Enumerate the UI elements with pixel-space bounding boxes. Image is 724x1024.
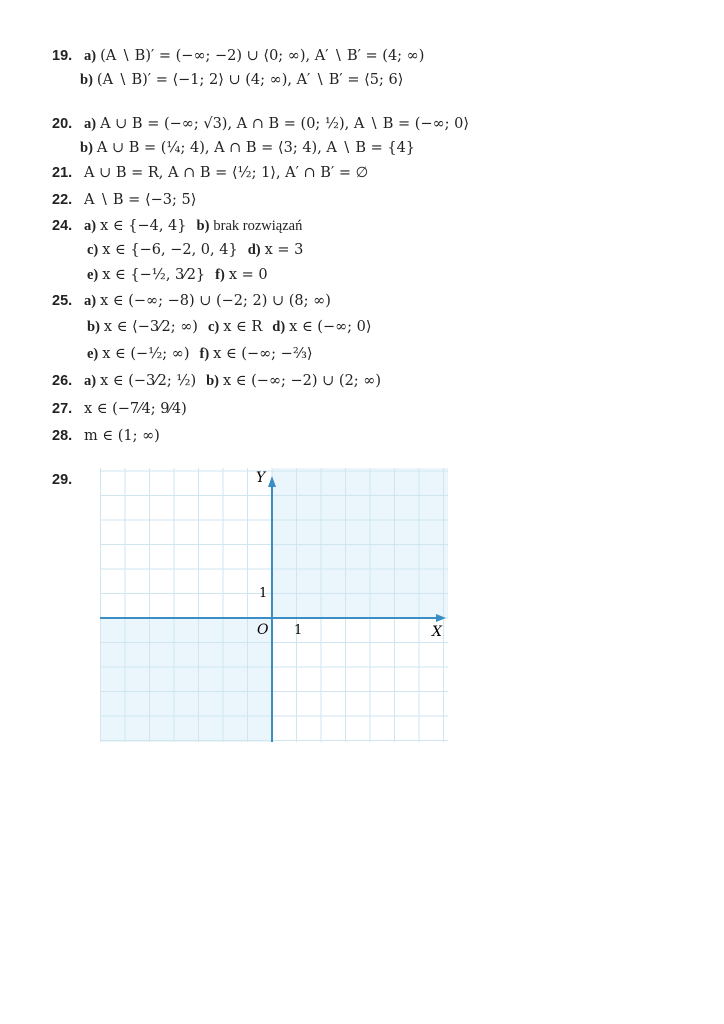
shade-quadrant-3 [100,618,272,742]
part-label: a) [84,218,97,234]
x-axis-label: X [432,624,442,640]
exercise-number: 21. [52,165,73,181]
answer-text: x ∈ (−∞; −8) ∪ (−2; 2) ∪ (8; ∞) [100,293,331,309]
shaded-quadrants [100,468,448,742]
answer-text: x ∈ R [223,319,263,335]
answer-text: (A ∖ B)′ = ⟨−1; 2⟩ ∪ (4; ∞), A′ ∖ B′ = ⟨5; 6⟩ [96,72,404,88]
part-label: f) [199,346,210,362]
origin-label: O [257,622,269,638]
answer-text: x = 3 [264,242,304,258]
answer-text: A ∪ B = (¼; 4), A ∩ B = ⟨3; 4), A ∖ B = {4} [96,140,416,156]
exercise-number: 22. [52,192,73,208]
answer-text: A ∪ B = R, A ∩ B = ⟨½; 1⟩, A′ ∩ B′ = ∅ [84,165,369,181]
answer-text: A ∖ B = ⟨−3; 5⟩ [84,192,197,208]
answer-text: x ∈ (−∞; −⅔⟩ [213,346,313,362]
y-axis-label: Y [256,470,266,486]
part-label: d) [272,319,286,335]
y-unit-label: 1 [259,586,268,601]
part-label: b) [80,72,93,88]
part-label: a) [84,293,97,309]
answer-text: x ∈ (−∞; 0⟩ [289,319,372,335]
answer-text: x ∈ (−7⁄4; 9⁄4) [84,401,187,417]
answer-text: x ∈ {−½, 3⁄2} [102,267,206,283]
answer-text: x ∈ ⟨−3⁄2; ∞) [103,319,198,335]
answer-text: (A ∖ B)′ = (−∞; −2) ∪ ⟨0; ∞), A′ ∖ B′ = (4; ∞) [100,48,425,64]
exercise-number: 20. [52,116,73,132]
answer-text: A ∪ B = (−∞; √3), A ∩ B = (0; ½), A ∖ B = (−∞; 0⟩ [100,116,470,132]
part-label: b) [206,373,220,389]
exercise-number: 29. [52,472,73,488]
part-label: b) [87,319,100,335]
part-label: f) [215,267,225,283]
answer-text: brak rozwiązań [213,218,303,234]
exercise-number: 25. [52,293,73,309]
exercise-number: 24. [52,218,73,234]
exercise-number: 27. [52,401,73,417]
part-label: c) [207,319,220,335]
part-label: c) [87,242,99,258]
part-label: a) [84,48,97,64]
answer-text: x ∈ (−∞; −2) ∪ (2; ∞) [223,373,382,389]
part-label: b) [196,218,210,234]
part-label: a) [84,373,97,389]
exercise-number: 26. [52,373,73,389]
shade-quadrant-1 [272,468,448,618]
answer-text: m ∈ (1; ∞) [84,428,160,444]
part-label: e) [87,267,99,283]
part-label: a) [84,116,97,132]
part-label: e) [87,346,99,362]
x-unit-label: 1 [294,623,303,638]
answer-text: x ∈ (−3⁄2; ½) [100,373,197,389]
part-label: d) [247,242,261,258]
answer-text: x ∈ {−4, 4} [100,218,187,234]
exercise-number: 19. [52,48,73,64]
exercise-number: 28. [52,428,73,444]
answer-text: x = 0 [228,267,268,283]
answer-text: x ∈ {−6, −2, 0, 4} [102,242,238,258]
answer-text: x ∈ (−½; ∞) [102,346,190,362]
part-label: b) [80,140,93,156]
